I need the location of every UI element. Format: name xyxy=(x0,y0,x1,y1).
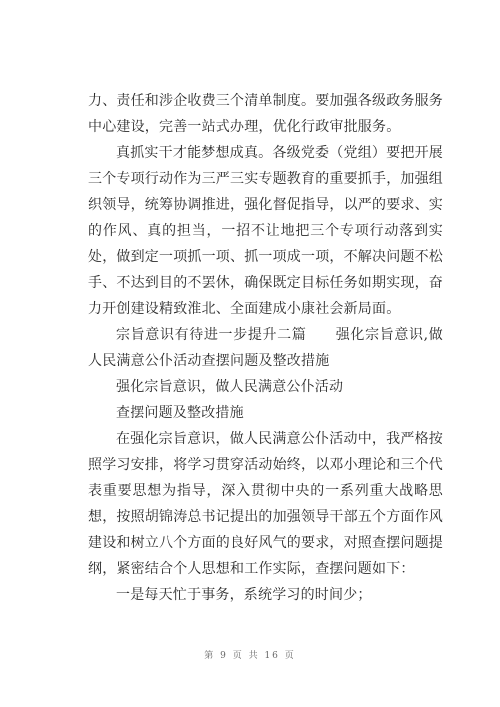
page-footer xyxy=(0,648,500,661)
paragraph-7: 一是每天忙于事务，系统学习的时间少； xyxy=(116,587,372,603)
paragraph-3: 宗旨意识有待进一步提升二篇 强化宗旨意识,做人民满意公仆活动查摆问题及整改措施 xyxy=(88,327,443,369)
footer-page-total: 16 xyxy=(264,651,280,661)
footer-page-current: 9 xyxy=(220,651,228,661)
paragraph-6: 在强化宗旨意识，做人民满意公仆活动中，我严格按照学习安排，将学习贯穿活动始终，以邓小理论和三个代表重要思想为指导，深入贯彻中央的一系列重大战略思想，按照胡锦涛总书记提出的加强领导干部五个方面作风建设和树立八个方面的良好风气的要求，对照查摆问题提纲，紧密结合个人思想和工作实际，查摆问题如下： xyxy=(88,431,443,577)
footer-label-ye: 页 xyxy=(284,651,296,661)
paragraph-2: 真抓实干才能梦想成真。各级党委（党组）要把开展三个专项行动作为三严三实专题教育的重要抓手，加强组织领导，统筹协调推进，强化督促指导，以严的要求、实的作风、真的担当，一招不让地把三个专项行动落到实处，做到定一项抓一项、抓一项成一项，不解决问题不松手、不达到目的不罢休，确保既定目标任务如期实现，奋力开创建设精致淮北、全面建成小康社会新局面。 xyxy=(88,145,443,317)
footer-label-ye-gong: 页 共 xyxy=(232,651,260,661)
paragraph-1: 力、责任和涉企收费三个清单制度。要加强各级政务服务中心建设，完善一站式办理，优化行政审批服务。 xyxy=(88,93,443,135)
document-body xyxy=(88,88,443,608)
paragraph-5: 查摆问题及整改措施 xyxy=(116,405,244,421)
footer-label-di: 第 xyxy=(204,651,216,661)
paragraph-4: 强化宗旨意识，做人民满意公仆活动 xyxy=(116,379,344,395)
